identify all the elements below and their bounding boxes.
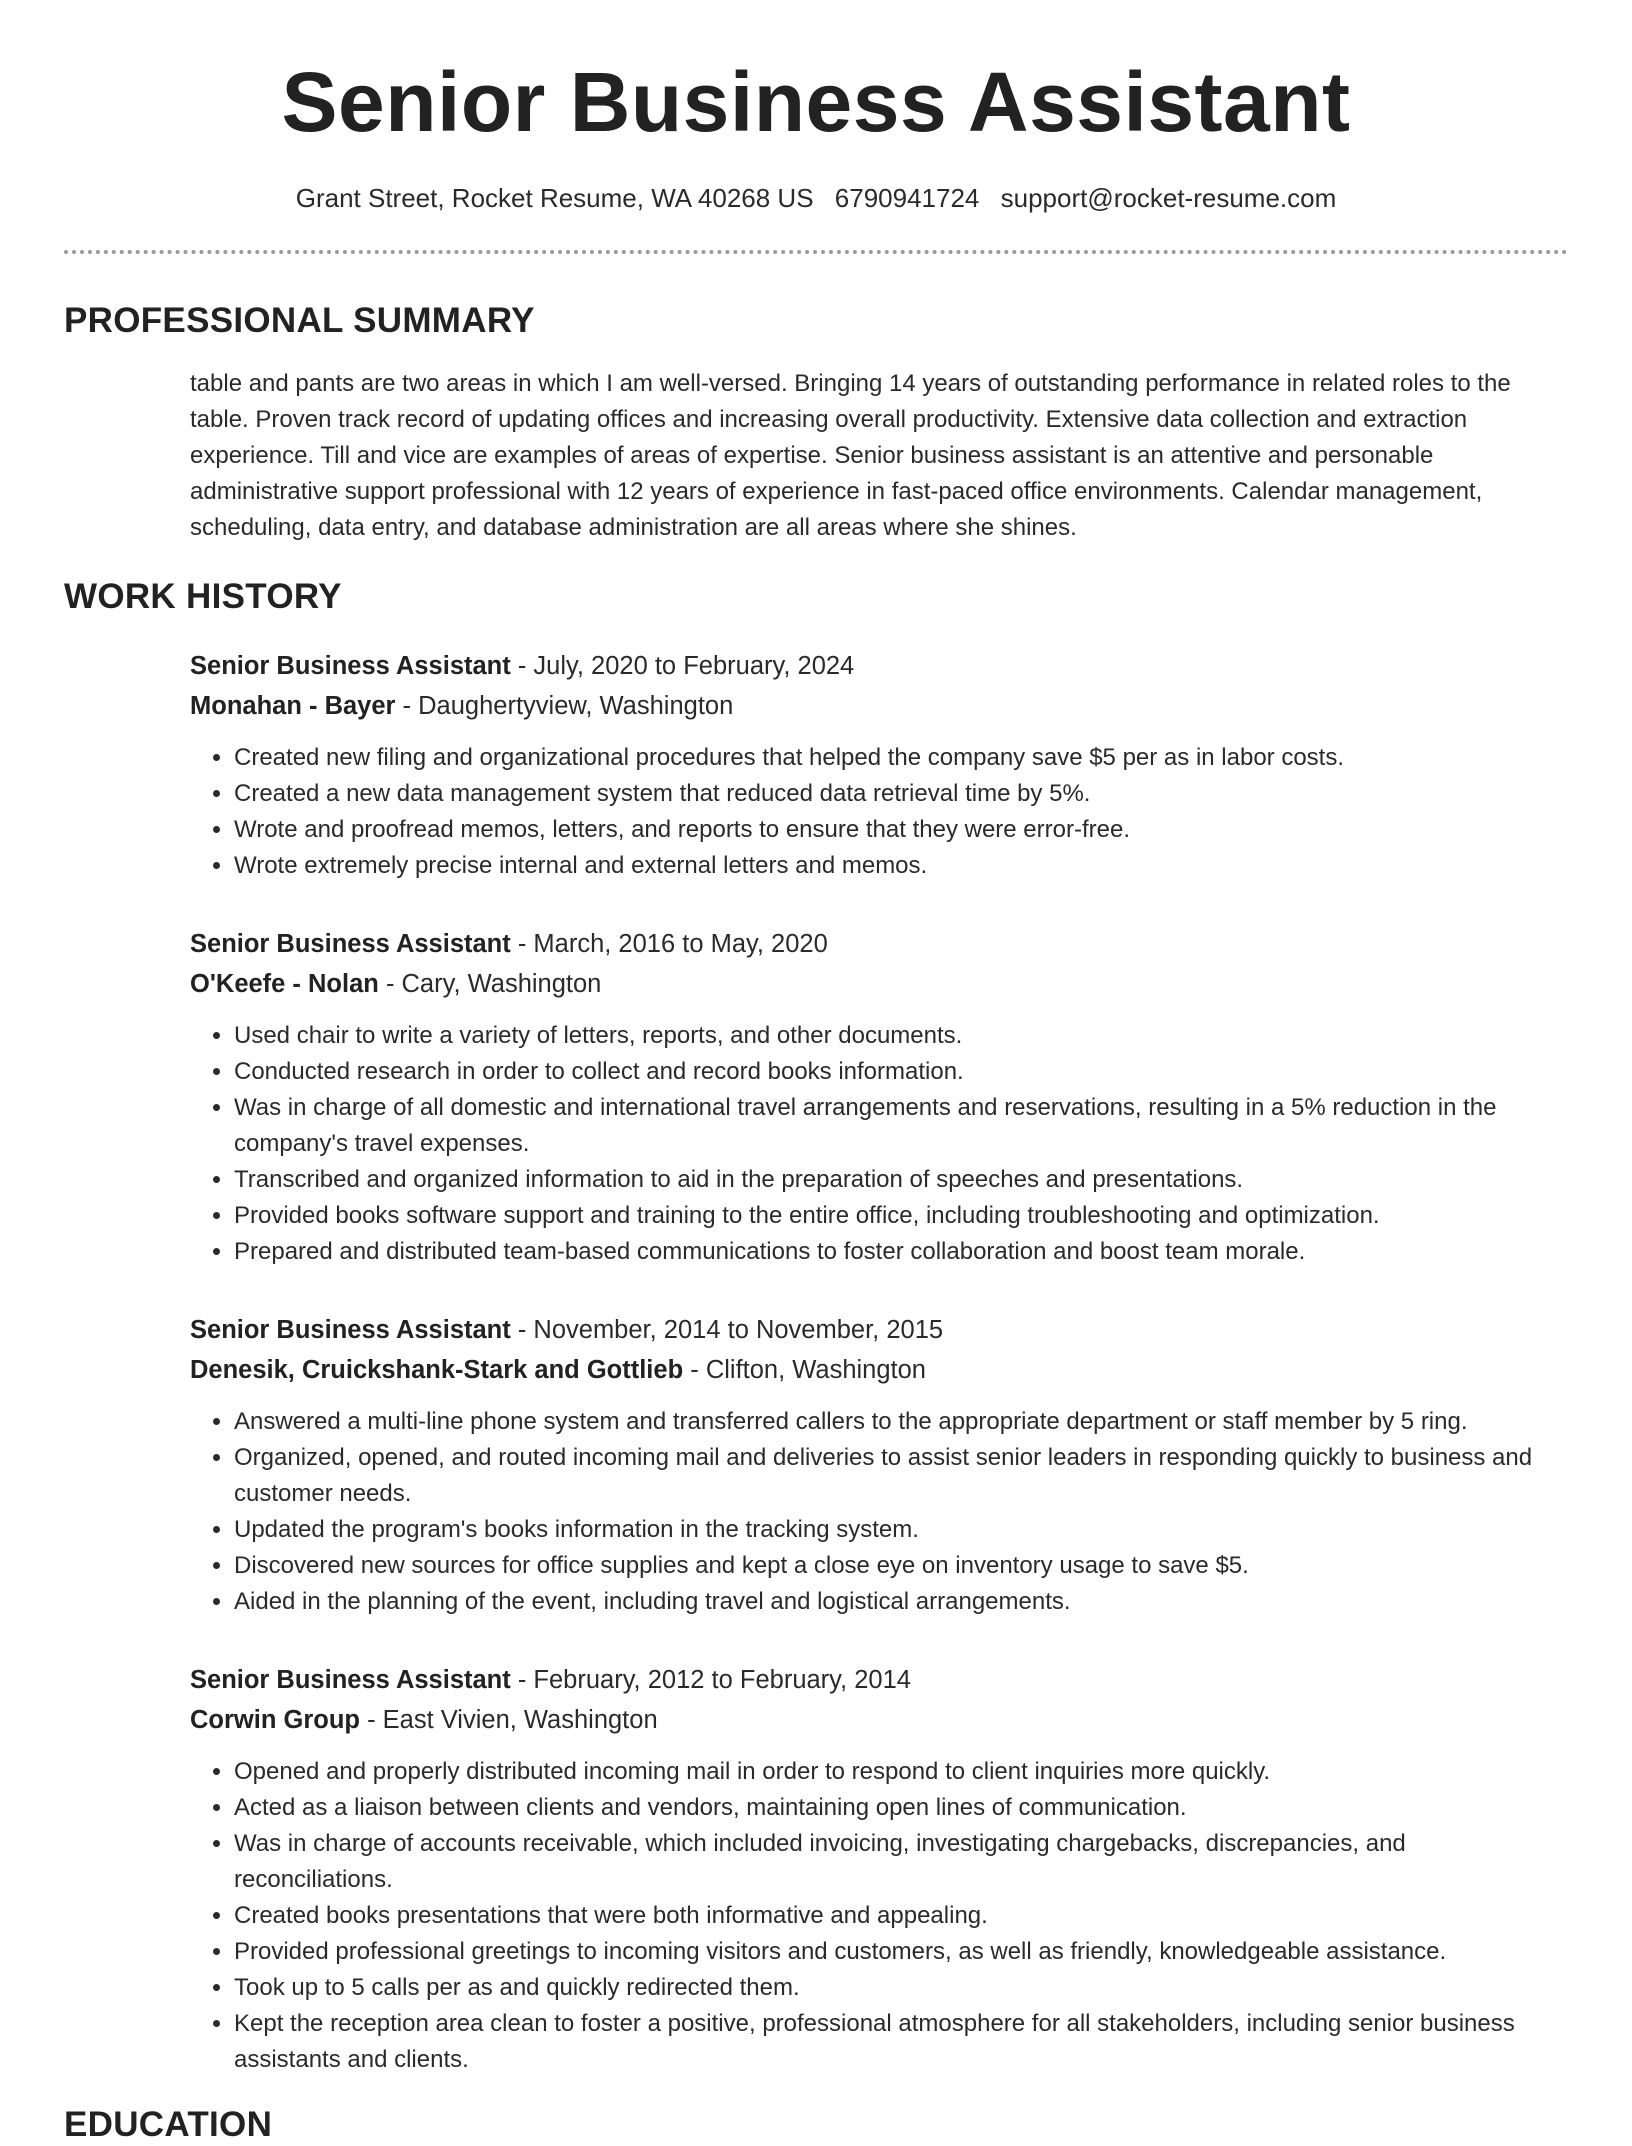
- job-title-line: [190, 1660, 1568, 1700]
- job-bullet: • Was in charge of accounts receivable, which included invoicing, investigating chargebacks, discrepancies, and reconciliations.: [234, 1826, 1568, 1898]
- job-bullet: • Wrote and proofread memos, letters, and reports to ensure that they were error-free.: [234, 812, 1568, 848]
- job-entry: [190, 1660, 1568, 2078]
- job-bullet: • Used chair to write a variety of letters, reports, and other documents.: [234, 1018, 1568, 1054]
- job-bullet: • Conducted research in order to collect and record books information.: [234, 1054, 1568, 1090]
- job-bullet: • Provided professional greetings to incoming visitors and customers, as well as friendly, knowledgeable assistance.: [234, 1934, 1568, 1970]
- job-company-line: [190, 964, 1568, 1004]
- job-title-line: [190, 646, 1568, 686]
- job-company-line: [190, 1700, 1568, 1740]
- job-company: Monahan - Bayer: [190, 692, 396, 720]
- job-bullet: • Transcribed and organized information to aid in the preparation of speeches and presentations.: [234, 1162, 1568, 1198]
- job-bullet: • Acted as a liaison between clients and vendors, maintaining open lines of communication.: [234, 1790, 1568, 1826]
- job-title: Senior Business Assistant: [190, 930, 511, 958]
- job-location: - Cary, Washington: [378, 970, 602, 998]
- job-location: - East Vivien, Washington: [359, 1706, 658, 1734]
- job-company: Corwin Group: [190, 1706, 360, 1734]
- job-bullets: [190, 1018, 1568, 1270]
- job-bullet: • Created a new data management system that reduced data retrieval time by 5%.: [234, 776, 1568, 812]
- job-location: - Clifton, Washington: [683, 1356, 926, 1384]
- job-entry: [190, 646, 1568, 884]
- job-bullet: • Prepared and distributed team-based communications to foster collaboration and boost team morale.: [234, 1234, 1568, 1270]
- education-heading: EDUCATION: [64, 2105, 273, 2144]
- summary-heading: PROFESSIONAL SUMMARY: [64, 301, 535, 340]
- job-dates: - November, 2014 to November, 2015: [510, 1316, 944, 1344]
- job-entry: [190, 924, 1568, 1270]
- job-company-line: [190, 686, 1568, 726]
- job-bullet: • Aided in the planning of the event, including travel and logistical arrangements.: [234, 1584, 1568, 1620]
- job-company-line: [190, 1350, 1568, 1390]
- resume-name: Senior Business Assistant: [281, 55, 1351, 149]
- job-bullet: • Organized, opened, and routed incoming mail and deliveries to assist senior leaders in responding quickly to business and customer needs.: [234, 1440, 1568, 1512]
- job-title-line: [190, 924, 1568, 964]
- job-title-line: [190, 1310, 1568, 1350]
- job-entry: [190, 1310, 1568, 1620]
- contact-address: Grant Street, Rocket Resume, WA 40268 US: [295, 183, 814, 213]
- job-title: Senior Business Assistant: [190, 652, 511, 680]
- job-bullet: • Kept the reception area clean to foster a positive, professional atmosphere for all stakeholders, including senior business assistants and clients.: [234, 2006, 1568, 2078]
- job-bullets: [190, 740, 1568, 884]
- job-bullets: [190, 1754, 1568, 2078]
- work-history-list: [190, 646, 1568, 2078]
- job-bullet: • Provided books software support and training to the entire office, including troubleshooting and optimization.: [234, 1198, 1568, 1234]
- job-bullets: [190, 1404, 1568, 1620]
- job-bullet: • Took up to 5 calls per as and quickly redirected them.: [234, 1970, 1568, 2006]
- contact-line: [64, 182, 1568, 214]
- job-bullet: • Opened and properly distributed incoming mail in order to respond to client inquiries more quickly.: [234, 1754, 1568, 1790]
- job-title: Senior Business Assistant: [190, 1316, 511, 1344]
- header-divider: [64, 250, 1568, 254]
- job-company: O'Keefe - Nolan: [190, 970, 379, 998]
- job-dates: - March, 2016 to May, 2020: [510, 930, 828, 958]
- job-dates: - February, 2012 to February, 2014: [510, 1666, 911, 1694]
- job-bullet: • Answered a multi-line phone system and transferred callers to the appropriate department or staff member by 5 ring.: [234, 1404, 1568, 1440]
- summary-text: table and pants are two areas in which I am well-versed. Bringing 14 years of outstanding performance in related roles to the table. Proven track record of updating offices and increasing overall productivity. Extensive data collection and extraction experience. Till and vice are examples of areas of expertise. Senior business assistant is an attentive and personable administrative support professional with 12 years of experience in fast-paced office environments. Calendar management, scheduling, data entry, and database administration are all areas where she shines.: [190, 370, 1511, 541]
- job-location: - Daughertyview, Washington: [395, 692, 734, 720]
- job-bullet: • Discovered new sources for office supplies and kept a close eye on inventory usage to save $5.: [234, 1548, 1568, 1584]
- job-title: Senior Business Assistant: [190, 1666, 511, 1694]
- job-bullet: • Updated the program's books information in the tracking system.: [234, 1512, 1568, 1548]
- job-company: Denesik, Cruickshank-Stark and Gottlieb: [190, 1356, 684, 1384]
- work-history-heading: WORK HISTORY: [64, 577, 342, 616]
- contact-phone: 6790941724: [834, 183, 980, 213]
- contact-email: support@rocket-resume.com: [1000, 183, 1337, 213]
- job-bullet: • Created books presentations that were both informative and appealing.: [234, 1898, 1568, 1934]
- job-bullet: • Created new filing and organizational procedures that helped the company save $5 per as in labor costs.: [234, 740, 1568, 776]
- job-bullet: • Was in charge of all domestic and international travel arrangements and reservations, resulting in a 5% reduction in the company's travel expenses.: [234, 1090, 1568, 1162]
- job-dates: - July, 2020 to February, 2024: [510, 652, 855, 680]
- job-bullet: • Wrote extremely precise internal and external letters and memos.: [234, 848, 1568, 884]
